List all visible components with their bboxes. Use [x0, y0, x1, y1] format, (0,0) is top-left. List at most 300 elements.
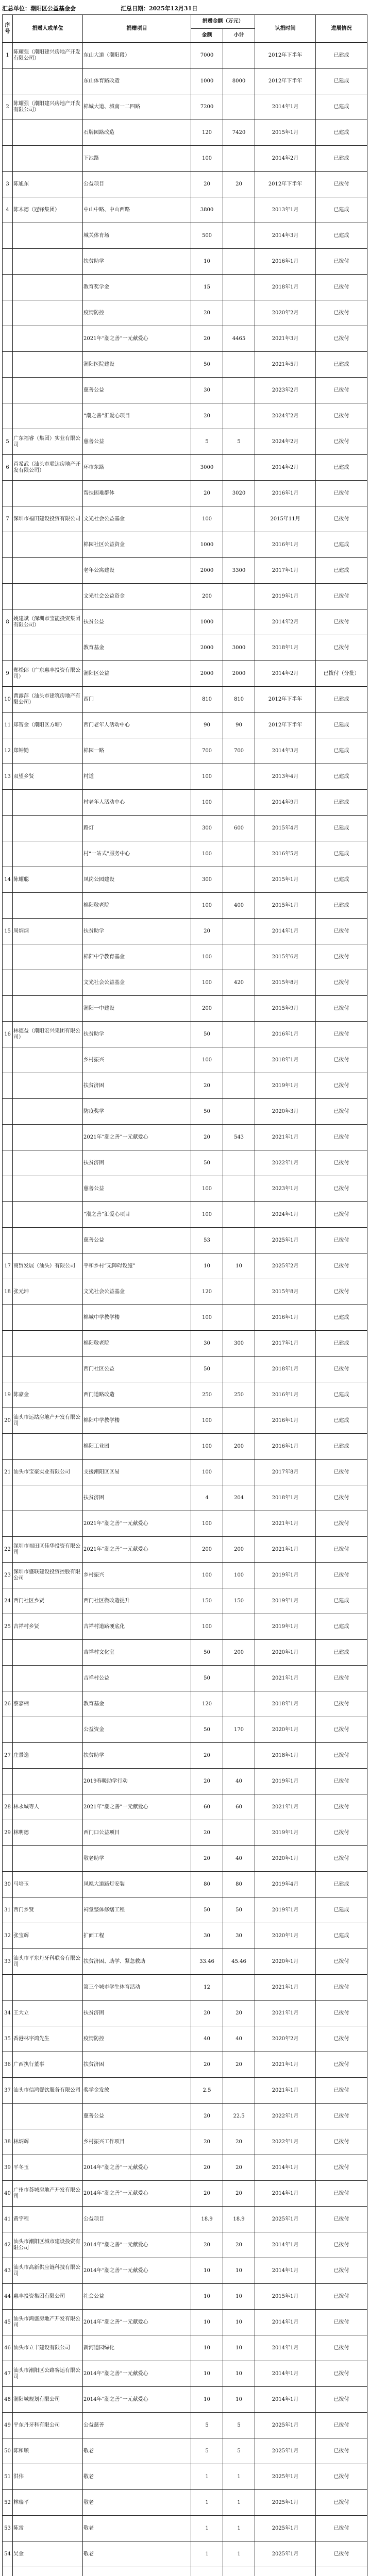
cell-donor [13, 481, 83, 506]
cell-pledge-time: 2015年8月 [255, 1279, 316, 1305]
cell-seq [3, 841, 13, 867]
cell-progress: 已建成 [316, 1640, 367, 1666]
cell-pledge-time: 2016年1月 [255, 532, 316, 558]
cell-subtotal [223, 506, 255, 532]
cell-donor [13, 996, 83, 1022]
cell-pledge-time: 2013年1月 [255, 197, 316, 223]
cell-project: “潮之善”汇爱心项目 [83, 1202, 191, 1228]
cell-subtotal [223, 584, 255, 609]
cell-donor [13, 378, 83, 403]
cell-donor [13, 532, 83, 558]
cell-donor: 林炳辉 [13, 2129, 83, 2155]
cell-pledge-time: 2021年1月 [255, 1794, 316, 1820]
cell-progress: 已建成 [316, 455, 367, 481]
cell-pledge-time: 2022年1月 [255, 2104, 316, 2129]
cell-progress: 已拨付 [316, 1975, 367, 2001]
cell-seq: 51 [3, 2464, 13, 2490]
table-row [3, 1357, 367, 1382]
cell-amount: 200 [191, 996, 223, 1022]
cell-amount: 1 [191, 2541, 223, 2567]
cell-amount: 100 [191, 1614, 223, 1640]
cell-progress: 已拨付 [316, 635, 367, 661]
table-row [3, 1202, 367, 1228]
cell-seq [3, 1176, 13, 1202]
cell-seq [3, 1511, 13, 1537]
cell-seq: 26 [3, 1691, 13, 1717]
col-amount: 金额 [191, 29, 223, 43]
cell-progress: 已建成 [316, 893, 367, 919]
cell-pledge-time: 2022年1月 [255, 2129, 316, 2155]
cell-progress: 已拨付 [316, 1563, 367, 1588]
cell-pledge-time: 2020年1月 [255, 1949, 316, 1975]
summary-unit: 汇总单位：潮阳区公益基金会 [2, 5, 76, 12]
table-row [3, 1073, 367, 1099]
cell-progress: 已拨付 [316, 584, 367, 609]
cell-donor: 汕头市平东丹牙科联合有限公司 [13, 1949, 83, 1975]
cell-pledge-time: 2014年1月 [255, 2258, 316, 2284]
cell-seq: 5 [3, 429, 13, 455]
cell-pledge-time: 2020年2月 [255, 2026, 316, 2052]
cell-donor: 双望乡贤 [13, 764, 83, 790]
cell-donor: 张元坤 [13, 1279, 83, 1305]
cell-amount: 90 [191, 713, 223, 738]
cell-progress: 已建成 [316, 532, 367, 558]
cell-project: 文光社会公益资金 [83, 584, 191, 609]
cell-subtotal: 5 [223, 2438, 255, 2464]
cell-progress: 已拨付 [316, 249, 367, 275]
cell-donor [13, 69, 83, 94]
cell-seq: 28 [3, 1794, 13, 1820]
cell-amount: 810 [191, 687, 223, 713]
cell-subtotal: 1 [223, 2516, 255, 2541]
cell-pledge-time: 2021年1月 [255, 2078, 316, 2104]
cell-donor: 洪伟 [13, 2464, 83, 2490]
cell-subtotal: 20 [223, 2181, 255, 2207]
cell-seq: 53 [3, 2516, 13, 2541]
cell-seq [3, 2567, 13, 2576]
cell-amount: 7000 [191, 43, 223, 69]
cell-amount: 120 [191, 120, 223, 146]
cell-progress: 已拨付 [316, 1125, 367, 1150]
cell-project: 中山中路、中山西路 [83, 197, 191, 223]
cell-amount: 100 [191, 1176, 223, 1202]
cell-pledge-time: 2020年1月 [255, 1717, 316, 1743]
cell-amount: 20 [191, 1125, 223, 1150]
cell-subtotal: 40 [223, 2026, 255, 2052]
table-row [3, 893, 367, 919]
table-row [3, 1640, 367, 1666]
cell-pledge-time: 2021年1月 [255, 1125, 316, 1150]
cell-progress: 已拨付 [316, 2361, 367, 2387]
cell-pledge-time: 2019年1月 [255, 1897, 316, 1923]
cell-subtotal [223, 790, 255, 816]
cell-donor: 广州市荟城房地产开发有限公司 [13, 2181, 83, 2207]
cell-progress: 已拨付 [316, 1047, 367, 1073]
cell-donor [13, 326, 83, 352]
cell-seq [3, 249, 13, 275]
cell-amount: 100 [191, 1408, 223, 1434]
cell-pledge-time: 2021年1月 [255, 1975, 316, 2001]
cell-seq [3, 893, 13, 919]
cell-amount: 50 [191, 1640, 223, 1666]
cell-subtotal: 150 [223, 1588, 255, 1614]
cell-progress: 已拨付 [316, 300, 367, 326]
cell-project: 扩面工程 [83, 1923, 191, 1949]
cell-pledge-time: 2025年1月 [255, 2516, 316, 2541]
cell-project: 扶贫助学 [83, 249, 191, 275]
table-row [3, 2464, 367, 2490]
cell-subtotal: 20 [223, 2232, 255, 2258]
cell-pledge-time: 2014年1月 [255, 2310, 316, 2335]
cell-amount: 200 [191, 1537, 223, 1563]
table-row [3, 1228, 367, 1253]
cell-amount: 10 [191, 1253, 223, 1279]
cell-pledge-time: 2020年2月 [255, 300, 316, 326]
cell-donor: 陈耀强（潮阳建兴房地产开发有限公司） [13, 94, 83, 120]
cell-amount: 20 [191, 481, 223, 506]
cell-subtotal: 20 [223, 2001, 255, 2026]
cell-progress: 已拨付 [316, 2258, 367, 2284]
cell-amount: 150 [191, 1588, 223, 1614]
cell-donor [13, 1357, 83, 1382]
cell-subtotal [223, 1279, 255, 1305]
cell-seq: 25 [3, 1614, 13, 1640]
cell-progress: 已拨付 [316, 2232, 367, 2258]
cell-subtotal: 20 [223, 2129, 255, 2155]
cell-pledge-time: 2014年2月 [255, 661, 316, 687]
cell-progress: 已拨付 [316, 1666, 367, 1691]
cell-project: 文光社会公益基金 [83, 1279, 191, 1305]
cell-seq: 29 [3, 1820, 13, 1846]
cell-project: 敬老 [83, 2464, 191, 2490]
cell-amount: 20 [191, 1073, 223, 1099]
table-row [3, 661, 367, 687]
cell-donor: 吉祥村乡贤 [13, 1614, 83, 1640]
cell-pledge-time: 2012年下半年 [255, 172, 316, 197]
cell-progress: 已拨付 [316, 1228, 367, 1253]
cell-pledge-time: 2015年9月 [255, 996, 316, 1022]
cell-subtotal [223, 275, 255, 300]
cell-project: 2019春暖助学行动 [83, 1769, 191, 1794]
cell-seq [3, 970, 13, 996]
table-row [3, 1923, 367, 1949]
cell-subtotal [223, 1357, 255, 1382]
table-row [3, 2026, 367, 2052]
cell-progress: 已拨付 [316, 2335, 367, 2361]
cell-donor [13, 146, 83, 172]
cell-pledge-time: 2024年2月 [255, 429, 316, 455]
cell-progress: 已拨付 [316, 1150, 367, 1176]
cell-amount: 250 [191, 1382, 223, 1408]
cell-seq: 38 [3, 2129, 13, 2155]
cell-seq: 44 [3, 2284, 13, 2310]
table-row [3, 326, 367, 352]
cell-seq: 33 [3, 1949, 13, 1975]
cell-seq [3, 1228, 13, 1253]
cell-project: 2021年“潮之善”一元献爱心 [83, 1125, 191, 1150]
cell-pledge-time: 2014年3月 [255, 223, 316, 249]
cell-donor: 西门乡贤 [13, 1897, 83, 1923]
table-row [3, 429, 367, 455]
table-row [3, 1872, 367, 1897]
cell-seq: 15 [3, 919, 13, 944]
cell-pledge-time: 2016年1月 [255, 1022, 316, 1047]
cell-donor: 广东福睿（集团）实业有限公司 [13, 429, 83, 455]
table-row [3, 1949, 367, 1975]
cell-project: 疫情防控 [83, 300, 191, 326]
table-row [3, 609, 367, 635]
cell-pledge-time: 2015年1月 [255, 867, 316, 893]
cell-amount: 1 [191, 2490, 223, 2516]
cell-amount: 10 [191, 249, 223, 275]
cell-subtotal: 8000 [223, 69, 255, 94]
cell-project: 老年公寓建设 [83, 558, 191, 584]
cell-progress: 已拨付 [316, 2413, 367, 2438]
cell-donor [13, 1125, 83, 1150]
cell-amount: 1000 [191, 69, 223, 94]
cell-progress: 已建成 [316, 738, 367, 764]
cell-subtotal [223, 455, 255, 481]
cell-subtotal [223, 1073, 255, 1099]
table-row [3, 970, 367, 996]
cell-amount: 1000 [191, 532, 223, 558]
cell-project: 平和乡村“无障碍设施” [83, 1253, 191, 1279]
cell-progress: 已拨付 [316, 2052, 367, 2078]
table-row [3, 841, 367, 867]
cell-amount: 20 [191, 2155, 223, 2181]
cell-donor: 周炳炳 [13, 919, 83, 944]
cell-donor: 郑松郎（广东惠丰投资有限公司） [13, 661, 83, 687]
table-row [3, 1769, 367, 1794]
donation-table [2, 14, 367, 2576]
table-body [3, 43, 367, 2576]
cell-donor: 庄景逸 [13, 1743, 83, 1769]
cell-seq: 9 [3, 661, 13, 687]
cell-seq [3, 1485, 13, 1511]
cell-subtotal [223, 378, 255, 403]
table-row [3, 275, 367, 300]
cell-pledge-time: 2019年4月 [255, 1872, 316, 1897]
cell-pledge-time: 2015年1月 [255, 893, 316, 919]
cell-pledge-time: 2015年11月 [255, 506, 316, 532]
cell-amount: 5 [191, 2438, 223, 2464]
cell-progress: 已拨付 [316, 378, 367, 403]
cell-subtotal: 10 [223, 2310, 255, 2335]
cell-seq [3, 1975, 13, 2001]
cell-project: 敬老 [83, 2490, 191, 2516]
cell-project: 2021年“潮之善”一元献爱心 [83, 326, 191, 352]
cell-project: 公益项目 [83, 172, 191, 197]
cell-seq: 32 [3, 1923, 13, 1949]
cell-donor [13, 1176, 83, 1202]
cell-pledge-time: 2025年1月 [255, 2490, 316, 2516]
cell-project: 棉阳中学教学楼 [83, 1408, 191, 1434]
table-row [3, 146, 367, 172]
cell-pledge-time: 2014年3月 [255, 738, 316, 764]
cell-progress: 已拨付 [316, 1537, 367, 1563]
cell-amount: 33.46 [191, 1949, 223, 1975]
cell-seq [3, 790, 13, 816]
cell-progress: 已建成 [316, 223, 367, 249]
table-row [3, 378, 367, 403]
table-row [3, 1820, 367, 1846]
table-row [3, 1150, 367, 1176]
cell-seq [3, 378, 13, 403]
cell-progress: 已建成 [316, 867, 367, 893]
cell-donor: 陈豪金 [13, 1382, 83, 1408]
cell-seq: 18 [3, 1279, 13, 1305]
cell-donor [13, 2104, 83, 2129]
cell-pledge-time: 2019年1月 [255, 1588, 316, 1614]
table-row [3, 2181, 367, 2207]
cell-progress: 已拨付 [316, 2026, 367, 2052]
cell-amount: 10 [191, 2387, 223, 2413]
cell-progress: 已拨付 [316, 2464, 367, 2490]
cell-progress: 已拨付 [316, 1073, 367, 1099]
cell-progress: 已建成 [316, 790, 367, 816]
cell-pledge-time: 2019年1月 [255, 584, 316, 609]
cell-progress: 已建成 [316, 1408, 367, 1434]
cell-progress: 已拨付 [316, 1949, 367, 1975]
cell-progress: 已拨付 [316, 1743, 367, 1769]
table-row [3, 867, 367, 893]
cell-amount: 100 [191, 506, 223, 532]
cell-donor [13, 1202, 83, 1228]
cell-progress: 已拨付 [316, 2490, 367, 2516]
table-row [3, 1253, 367, 1279]
cell-seq: 54 [3, 2541, 13, 2567]
summary-date: 汇总日期：2025年12月31日 [121, 5, 198, 12]
cell-subtotal: 20 [223, 2052, 255, 2078]
cell-subtotal [223, 996, 255, 1022]
cell-seq [3, 146, 13, 172]
cell-pledge-time: 2020年3月 [255, 1099, 316, 1125]
cell-pledge-time: 2016年1月 [255, 1434, 316, 1460]
cell-seq: 3 [3, 172, 13, 197]
cell-project: 敬老助学 [83, 1846, 191, 1872]
cell-subtotal [223, 1150, 255, 1176]
cell-subtotal [223, 1820, 255, 1846]
cell-amount: 40 [191, 2026, 223, 2052]
cell-pledge-time: 2017年1月 [255, 558, 316, 584]
cell-subtotal: 10 [223, 1253, 255, 1279]
table-row [3, 1047, 367, 1073]
cell-seq: 34 [3, 2001, 13, 2026]
cell-pledge-time: 2018年1月 [255, 1691, 316, 1717]
cell-amount: 120 [191, 1279, 223, 1305]
cell-donor [13, 352, 83, 378]
cell-subtotal [223, 1176, 255, 1202]
cell-project: 教育基金 [83, 1691, 191, 1717]
cell-progress: 已拨付 [316, 1279, 367, 1305]
cell-amount: 12 [191, 1975, 223, 2001]
cell-project: 敬老 [83, 2438, 191, 2464]
cell-project: “潮之善”汇爱心项目 [83, 403, 191, 429]
col-amount-group: 捐赠金额（万元） [191, 15, 255, 29]
cell-amount: 2000 [191, 635, 223, 661]
cell-pledge-time: 2019年1月 [255, 1073, 316, 1099]
cell-progress: 已建成 [316, 1614, 367, 1640]
table-row [3, 94, 367, 120]
cell-subtotal: 170 [223, 1717, 255, 1743]
cell-amount: 100 [191, 1511, 223, 1537]
cell-subtotal [223, 1305, 255, 1331]
cell-pledge-time: 2016年5月 [255, 841, 316, 867]
cell-seq [3, 558, 13, 584]
cell-seq [3, 1357, 13, 1382]
cell-seq [3, 1305, 13, 1331]
cell-progress: 已建成 [316, 43, 367, 69]
cell-amount: 4 [191, 1485, 223, 1511]
cell-pledge-time: 2024年1月 [255, 1202, 316, 1228]
cell-donor [13, 558, 83, 584]
cell-progress: 已拨付 [316, 1022, 367, 1047]
cell-pledge-time: 2021年1月 [255, 1666, 316, 1691]
cell-pledge-time: 2025年1月 [255, 2541, 316, 2567]
cell-seq: 20 [3, 1408, 13, 1434]
cell-progress: 已拨付 [316, 609, 367, 635]
col-project: 捐赠项目 [83, 15, 191, 43]
cell-subtotal: 204 [223, 1485, 255, 1511]
table-row [3, 1511, 367, 1537]
cell-amount: 20 [191, 1769, 223, 1794]
cell-progress: 已建成 [316, 1923, 367, 1949]
cell-donor [13, 790, 83, 816]
cell-project: 吉祥村道路硬底化 [83, 1614, 191, 1640]
table-row [3, 2129, 367, 2155]
cell-pledge-time: 2025年2月 [255, 1253, 316, 1279]
cell-subtotal: 3300 [223, 558, 255, 584]
cell-project: 扶贫济困 [83, 2001, 191, 2026]
cell-amount: 30 [191, 378, 223, 403]
table-row [3, 481, 367, 506]
cell-subtotal [223, 352, 255, 378]
table-row [3, 1408, 367, 1434]
cell-project: 潮阳医院建设 [83, 352, 191, 378]
cell-pledge-time: 2018年1月 [255, 275, 316, 300]
cell-project: 扶贫济困 [83, 1150, 191, 1176]
cell-seq: 24 [3, 1588, 13, 1614]
cell-pledge-time: 2021年3月 [255, 326, 316, 352]
cell-seq [3, 1073, 13, 1099]
cell-amount: 50 [191, 1022, 223, 1047]
cell-amount: 100 [191, 944, 223, 970]
cell-pledge-time: 2018年1月 [255, 1047, 316, 1073]
cell-progress: 已拨付 [316, 1794, 367, 1820]
cell-subtotal: 7420 [223, 120, 255, 146]
cell-subtotal: 45.46 [223, 1949, 255, 1975]
table-row [3, 2361, 367, 2387]
cell-donor [13, 841, 83, 867]
cell-seq [3, 1047, 13, 1073]
cell-progress: 已拨付 [316, 2181, 367, 2207]
cell-pledge-time: 2014年2月 [255, 455, 316, 481]
cell-amount: 30 [191, 1331, 223, 1357]
table-row [3, 2258, 367, 2284]
cell-amount: 20 [191, 300, 223, 326]
cell-seq [3, 1099, 13, 1125]
cell-subtotal [223, 2567, 255, 2576]
cell-subtotal [223, 532, 255, 558]
cell-amount: 10 [191, 2258, 223, 2284]
cell-seq: 36 [3, 2052, 13, 2078]
cell-project: 慈善公益 [83, 2104, 191, 2129]
cell-subtotal: 10 [223, 2284, 255, 2310]
cell-project: 棉阳中学教育基金 [83, 944, 191, 970]
cell-donor: 深圳市盛联建设投资控股有限公司 [13, 1563, 83, 1588]
cell-subtotal [223, 1099, 255, 1125]
cell-project: 棉城中学教学楼 [83, 1305, 191, 1331]
